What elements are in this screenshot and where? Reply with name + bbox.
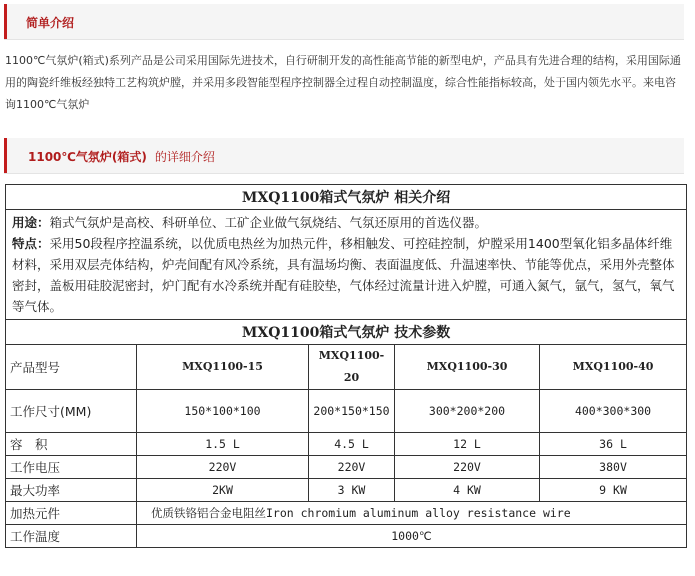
usage-text: 箱式气氛炉是高校、科研单位、工矿企业做气氛烧结、气氛还原用的首选仪器。 [49,215,488,230]
row-label: 产品型号 [6,345,137,390]
row-label: 工作温度 [6,525,137,548]
cell: 9 KW [540,479,687,502]
cell: MXQ1100-15 [137,345,309,390]
section-accent-bar [4,4,7,39]
cell: 3 KW [309,479,395,502]
cell: 2KW [137,479,309,502]
cell: 优质铁铬铝合金电阻丝Iron chromium aluminum alloy resistance wire [137,502,687,525]
feature-label: 特点： [12,236,50,251]
row-label: 最大功率 [6,479,137,502]
cell: 220V [137,456,309,479]
cell: MXQ1100-20 [309,345,395,390]
row-label: 容 积 [6,433,137,456]
section-header-intro [4,4,684,40]
table-row-power [6,479,687,502]
cell: 1000℃ [137,525,687,548]
cell: MXQ1100-40 [540,345,687,390]
table-row-model [6,345,687,390]
section-accent-bar [4,138,7,173]
section-header-detail [4,138,684,174]
cell: 4.5 L [309,433,395,456]
table-row-voltage [6,456,687,479]
cell: 36 L [540,433,687,456]
row-label: 加热元件 [6,502,137,525]
cell: 220V [395,456,540,479]
section-title-suffix: 的详细介绍 [154,150,215,164]
table-row-element [6,502,687,525]
feature-text: 采用50段程序控温系统，以优质电热丝为加热元件，移相触发、可控硅控制，炉膛采用1400型氧化铝多晶体纤维材料，采用双层壳体结构，炉壳间配有风冷系统，具有温场均衡、表面温度低、升温速率快、节能等优点，采用外壳整体密封，盖板用硅胶泥密封，炉门配有水冷系统并配有硅胶垫，气体经过流量计进入炉膛，可通入氮气，氩气，氢气，氧气等气体。 [12,236,675,314]
section-title [28,148,215,165]
table-heading-intro: MXQ1100箱式气氛炉 相关介绍 [6,185,687,210]
cell: 400*300*300 [540,390,687,433]
row-label: 工作电压 [6,456,137,479]
cell: 12 L [395,433,540,456]
row-label: 工作尺寸(MM) [6,390,137,433]
table-heading-specs: MXQ1100箱式气氛炉 技术参数 [6,320,687,345]
product-name: 1100℃气氛炉(箱式) [28,150,147,164]
table-row-size [6,390,687,433]
intro-paragraph: 1100℃气氛炉(箱式)系列产品是公司采用国际先进技术，自行研制开发的高性能高节能的新型电炉，产品具有先进合理的结构，采用国际通用的陶瓷纤维板经独特工艺构筑炉膛，并采用多段智能型程序控制器全过程自动控制温度，综合性能指标较高，处于国内领先水平。来电咨询1100℃气氛炉 [5,54,681,111]
table-row-volume [6,433,687,456]
table-row-temperature [6,525,687,548]
cell: 200*150*150 [309,390,395,433]
cell: 300*200*200 [395,390,540,433]
cell: MXQ1100-30 [395,345,540,390]
usage-label: 用途： [12,215,50,230]
intro-cell [6,210,687,320]
spec-table [5,184,687,548]
cell: 380V [540,456,687,479]
section-title: 简单介绍 [26,16,75,30]
cell: 220V [309,456,395,479]
cell: 1.5 L [137,433,309,456]
cell: 150*100*100 [137,390,309,433]
cell: 4 KW [395,479,540,502]
